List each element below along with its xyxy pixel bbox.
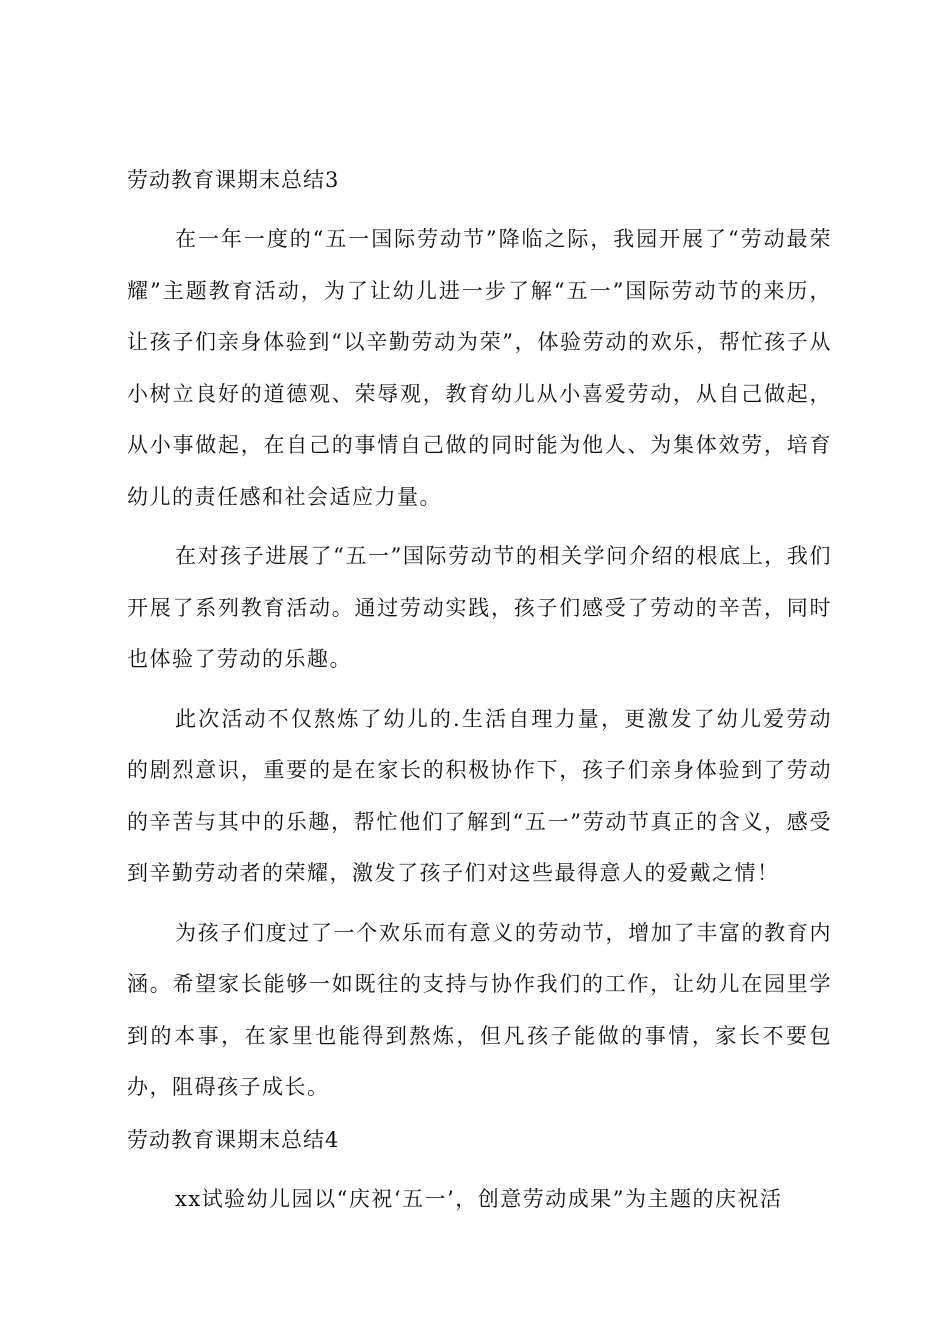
paragraph: 在一年一度的“五一国际劳动节”降临之际，我园开展了“劳动最荣耀”主题教育活动，为了让幼儿进一步了解“五一”国际劳动节的来历，让孩子们亲身体验到“以辛勤劳动为荣”，体验劳动的欢乐，帮忙孩子从小树立良好的道德观、荣辱观，教育幼儿从小喜爱劳动，从自己做起，从小事做起，在自己的事情自己做的同时能为他人、为集体效劳，培育幼儿的责任感和社会适应力量。 [127,227,832,509]
paragraph: 此次活动不仅熬炼了幼儿的.生活自理力量，更激发了幼儿爱劳动的剧烈意识，重要的是在家长的积极协作下，孩子们亲身体验到了劳动的辛苦与其中的乐趣，帮忙他们了解到“五一”劳动节真正的含义，感受到辛勤劳动者的荣耀，激发了孩子们对这些最得意人的爱戴之情！ [127,706,832,885]
paragraph: xx试验幼儿园以“庆祝‘五一’，创意劳动成果”为主题的庆祝活 [175,1186,783,1211]
paragraph: 为孩子们度过了一个欢乐而有意义的劳动节，增加了丰富的教育内涵。希望家长能够一如既往的支持与协作我们的工作，让幼儿在园里学到的本事，在家里也能得到熬炼，但凡孩子能做的事情，家长不要包办，阻碍孩子成长。 [127,920,832,1099]
section-heading: 劳动教育课期末总结4 [127,1127,340,1152]
section-heading: 劳动教育课期末总结3 [127,168,340,192]
paragraph: 在对孩子进展了“五一”国际劳动节的相关学问介绍的根底上，我们开展了系列教育活动。通过劳动实践，孩子们感受了劳动的辛苦，同时也体验了劳动的乐趣。 [127,544,832,671]
document-body [127,160,832,1225]
